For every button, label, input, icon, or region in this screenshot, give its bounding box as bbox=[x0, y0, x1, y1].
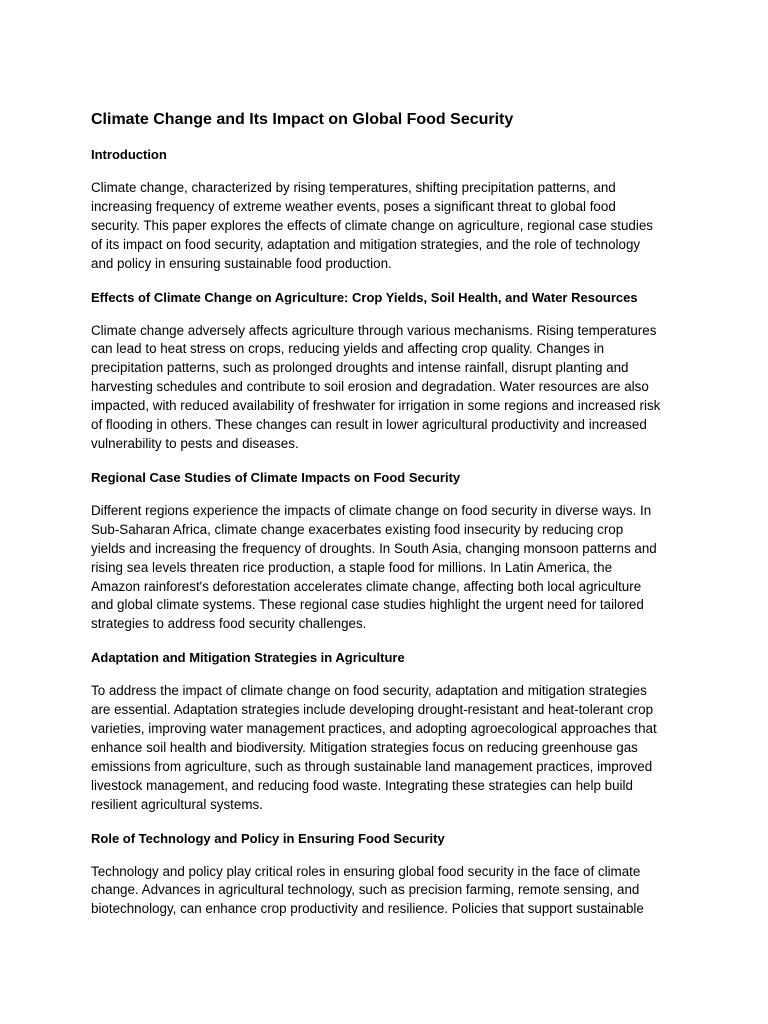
paragraph-line: emissions from agriculture, such as through sustainable land management practices, improved bbox=[91, 758, 653, 774]
paragraph-line: Climate change adversely affects agriculture through various mechanisms. Rising temperatures bbox=[91, 322, 657, 338]
paragraph-line: biotechnology, can enhance crop productivity and resilience. Policies that support sustainable bbox=[91, 901, 644, 917]
paragraph-line: varieties, improving water management practices, and adopting agroecological approaches that bbox=[91, 721, 657, 737]
document-title: Climate Change and Its Impact on Global Food Security bbox=[91, 111, 514, 128]
paragraph-line: livestock management, and reducing food waste. Integrating these strategies can help build bbox=[91, 777, 633, 793]
paragraph-line: vulnerability to pests and diseases. bbox=[91, 435, 299, 451]
paragraph-line: of flooding in others. These changes can result in lower agricultural productivity and increased bbox=[91, 417, 647, 433]
paragraph-line: resilient agricultural systems. bbox=[91, 796, 263, 812]
paragraph-line: Different regions experience the impacts of climate change on food security in diverse ways. In bbox=[91, 502, 652, 518]
section-paragraph-adaptation bbox=[91, 682, 691, 814]
section-heading-introduction: Introduction bbox=[91, 147, 167, 162]
paragraph-line: rising sea levels threaten rice production, a staple food for millions. In Latin America, the bbox=[91, 559, 613, 575]
paragraph-line: yields and increasing the frequency of droughts. In South Asia, changing monsoon patterns and bbox=[91, 540, 657, 556]
paragraph-line: harvesting schedules and contribute to soil erosion and degradation. Water resources are also bbox=[91, 379, 649, 395]
paragraph-line: Climate change, characterized by rising temperatures, shifting precipitation patterns, and bbox=[91, 180, 616, 195]
paragraph-line: are essential. Adaptation strategies include developing drought-resistant and heat-tolerant crop bbox=[91, 702, 654, 718]
section-paragraph-regional bbox=[91, 502, 691, 634]
section-paragraph-introduction bbox=[91, 179, 691, 274]
paragraph-line: enhance soil health and biodiversity. Mitigation strategies focus on reducing greenhouse gas bbox=[91, 739, 638, 755]
section-paragraph-effects bbox=[91, 322, 691, 454]
paragraph-line: Technology and policy play critical roles in ensuring global food security in the face of climate bbox=[91, 863, 641, 879]
paragraph-line: precipitation patterns, such as prolonged droughts and intense rainfall, disrupt planting and bbox=[91, 360, 629, 376]
paragraph-line: strategies to address food security challenges. bbox=[91, 616, 367, 632]
paragraph-line: and policy in ensuring sustainable food production. bbox=[91, 255, 392, 271]
paragraph-line: can lead to heat stress on crops, reducing yields and affecting crop quality. Changes in bbox=[91, 341, 605, 357]
section-heading-adaptation: Adaptation and Mitigation Strategies in Agriculture bbox=[91, 650, 405, 666]
paragraph-line: To address the impact of climate change on food security, adaptation and mitigation strategies bbox=[91, 683, 647, 699]
section-heading-regional: Regional Case Studies of Climate Impacts on Food Security bbox=[91, 469, 461, 485]
section-heading-effects: Effects of Climate Change on Agriculture: Crop Yields, Soil Health, and Water Resources bbox=[91, 289, 638, 305]
paragraph-line: Amazon rainforest's deforestation accelerates climate change, affecting both local agriculture bbox=[91, 578, 642, 594]
document-body bbox=[91, 110, 691, 934]
paragraph-line: change. Advances in agricultural technology, such as precision farming, remote sensing, and bbox=[91, 882, 640, 898]
paragraph-line: and global climate systems. These regional case studies highlight the urgent need for tailored bbox=[91, 597, 644, 613]
paragraph-line: increasing frequency of extreme weather events, poses a significant threat to global food bbox=[91, 198, 616, 214]
paragraph-line: security. This paper explores the effects of climate change on agriculture, regional case studies bbox=[91, 217, 653, 233]
section-heading-technology-policy: Role of Technology and Policy in Ensuring Food Security bbox=[91, 830, 445, 846]
paragraph-line: impacted, with reduced availability of freshwater for irrigation in some regions and increased risk bbox=[91, 398, 661, 414]
paragraph-line: of its impact on food security, adaptation and mitigation strategies, and the role of technology bbox=[91, 236, 641, 252]
paragraph-line: Sub-Saharan Africa, climate change exacerbates existing food insecurity by reducing crop bbox=[91, 521, 624, 537]
section-paragraph-technology-policy bbox=[91, 863, 691, 920]
